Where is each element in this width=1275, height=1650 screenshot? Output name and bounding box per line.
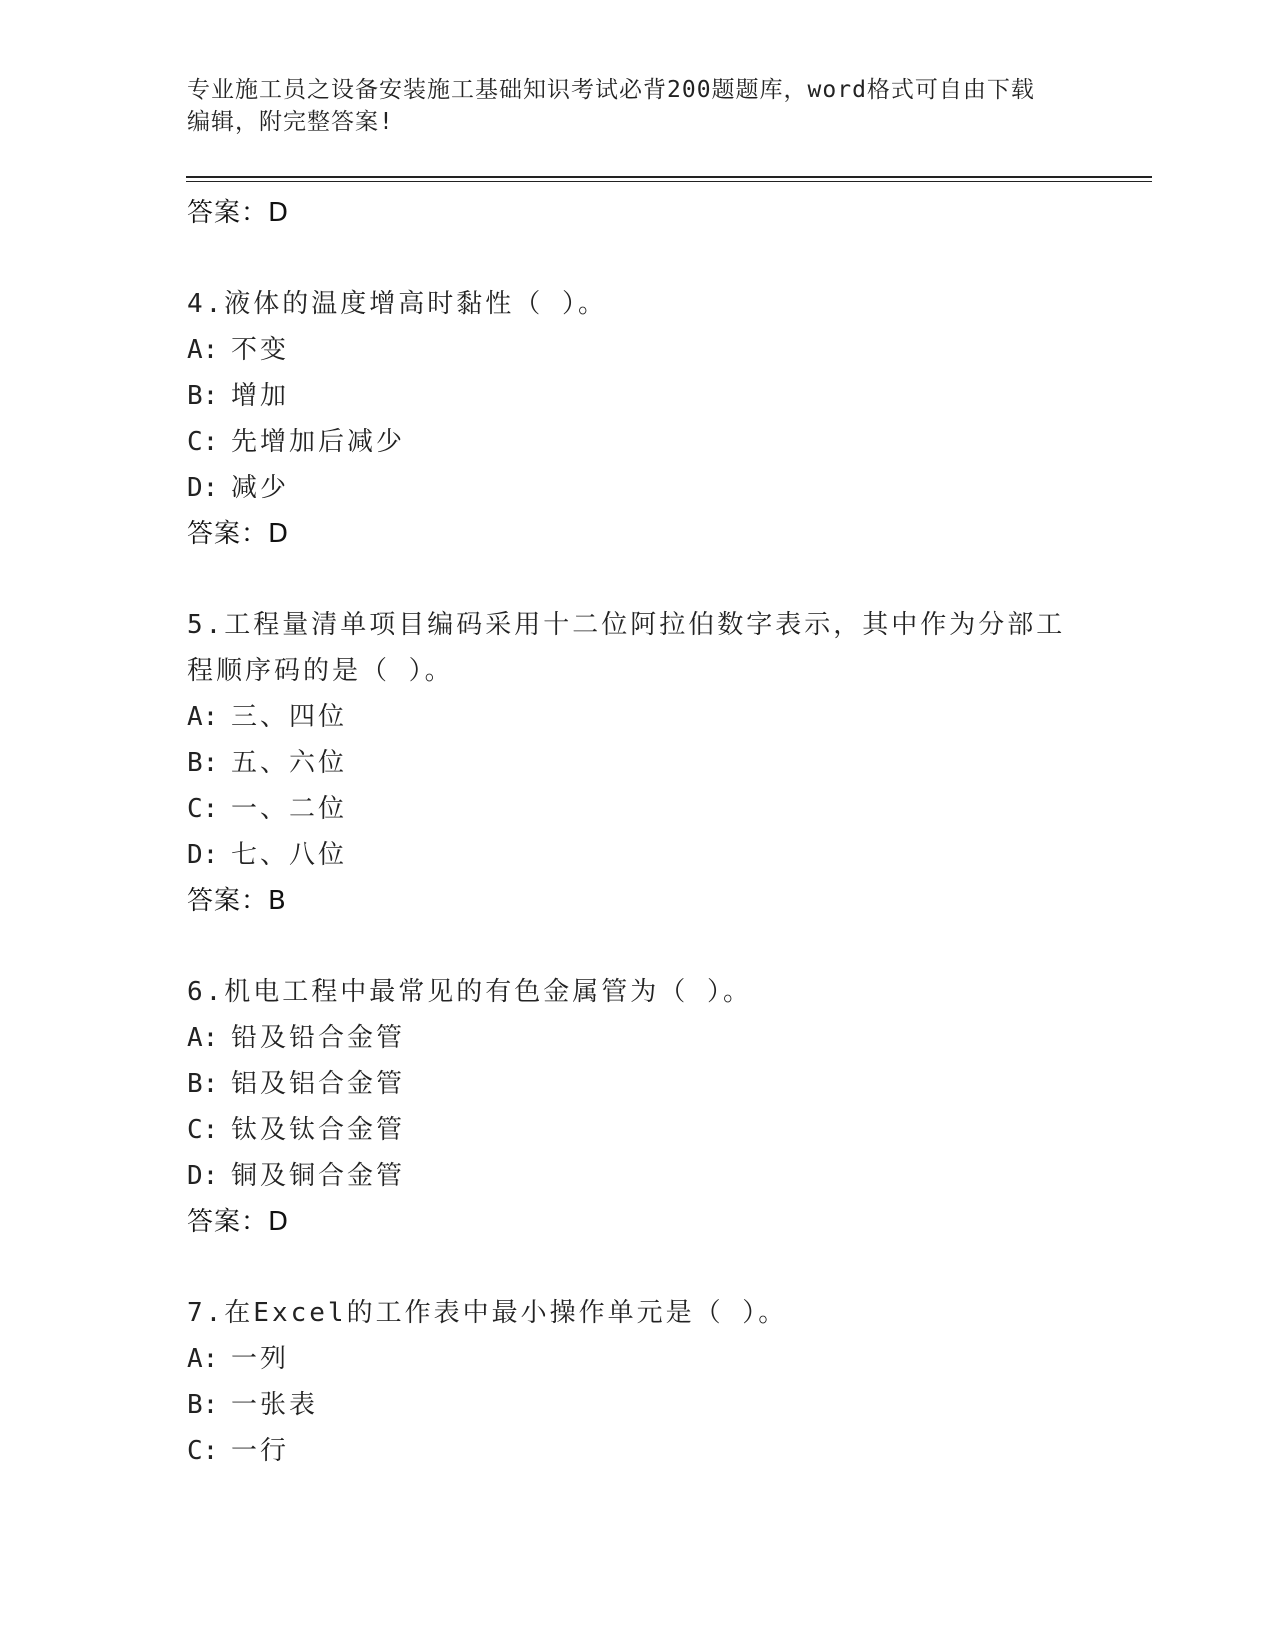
answer-value: D (268, 1207, 290, 1237)
question-content (187, 190, 1147, 1474)
option-c (187, 1107, 1147, 1153)
option-key: B: (187, 748, 219, 778)
option-d (187, 465, 1147, 511)
question-text-line-2: 程顺序码的是（ ）。 (187, 656, 454, 686)
header-divider-thin (186, 181, 1152, 182)
question-text: 4.液体的温度增高时黏性（ ）。 (187, 289, 607, 319)
answer-line (187, 1199, 1147, 1245)
option-c (187, 1428, 1147, 1474)
option-text: 铝及铝合金管 (231, 1069, 406, 1099)
option-a (187, 694, 1147, 740)
option-text: 钛及钛合金管 (231, 1115, 406, 1145)
option-text: 三、四位 (231, 702, 348, 732)
option-c (187, 419, 1147, 465)
option-key: A: (187, 702, 219, 732)
question-block (187, 969, 1147, 1245)
answer-value: D (268, 519, 290, 549)
answer-line (187, 190, 1147, 236)
question-text-line-1: 5.工程量清单项目编码采用十二位阿拉伯数字表示，其中作为分部工 (187, 610, 1066, 640)
answer-label: 答案： (187, 519, 269, 549)
option-b (187, 740, 1147, 786)
option-b (187, 1382, 1147, 1428)
option-text: 先增加后减少 (231, 427, 406, 457)
option-b (187, 1061, 1147, 1107)
answer-line (187, 878, 1147, 924)
option-d (187, 832, 1147, 878)
option-key: B: (187, 1390, 219, 1420)
option-key: A: (187, 335, 219, 365)
option-key: A: (187, 1344, 219, 1374)
option-key: A: (187, 1023, 219, 1053)
option-key: B: (187, 381, 219, 411)
option-text: 增加 (231, 381, 290, 411)
option-text: 一张表 (231, 1390, 319, 1420)
option-d (187, 1153, 1147, 1199)
answer-label: 答案： (187, 886, 269, 916)
option-key: D: (187, 1161, 219, 1191)
question-block (187, 1290, 1147, 1474)
question-block (187, 602, 1147, 924)
header-divider-thick (186, 176, 1152, 178)
option-text: 不变 (231, 335, 290, 365)
option-a (187, 327, 1147, 373)
answer-line (187, 511, 1147, 557)
option-key: B: (187, 1069, 219, 1099)
header-line-2: 编辑，附完整答案! (187, 109, 394, 135)
option-c (187, 786, 1147, 832)
option-text: 一列 (231, 1344, 290, 1374)
option-text: 一、二位 (231, 794, 348, 824)
answer-label: 答案： (187, 198, 269, 228)
answer-value: B (268, 886, 287, 916)
option-text: 一行 (231, 1436, 290, 1466)
option-key: D: (187, 840, 219, 870)
option-b (187, 373, 1147, 419)
option-key: C: (187, 427, 219, 457)
answer-value: D (268, 198, 290, 228)
question-text: 6.机电工程中最常见的有色金属管为（ ）。 (187, 977, 752, 1007)
question-text: 7.在Excel的工作表中最小操作单元是（ ）。 (187, 1298, 788, 1328)
option-key: D: (187, 473, 219, 503)
option-a (187, 1015, 1147, 1061)
option-text: 五、六位 (231, 748, 348, 778)
option-key: C: (187, 1115, 219, 1145)
document-header (187, 74, 1087, 138)
question-block (187, 281, 1147, 557)
option-text: 铅及铅合金管 (231, 1023, 406, 1053)
option-a (187, 1336, 1147, 1382)
option-text: 减少 (231, 473, 290, 503)
option-key: C: (187, 794, 219, 824)
header-line-1: 专业施工员之设备安装施工基础知识考试必背200题题库，word格式可自由下载 (187, 77, 1035, 103)
answer-label: 答案： (187, 1207, 269, 1237)
option-text: 七、八位 (231, 840, 348, 870)
option-text: 铜及铜合金管 (231, 1161, 406, 1191)
option-key: C: (187, 1436, 219, 1466)
